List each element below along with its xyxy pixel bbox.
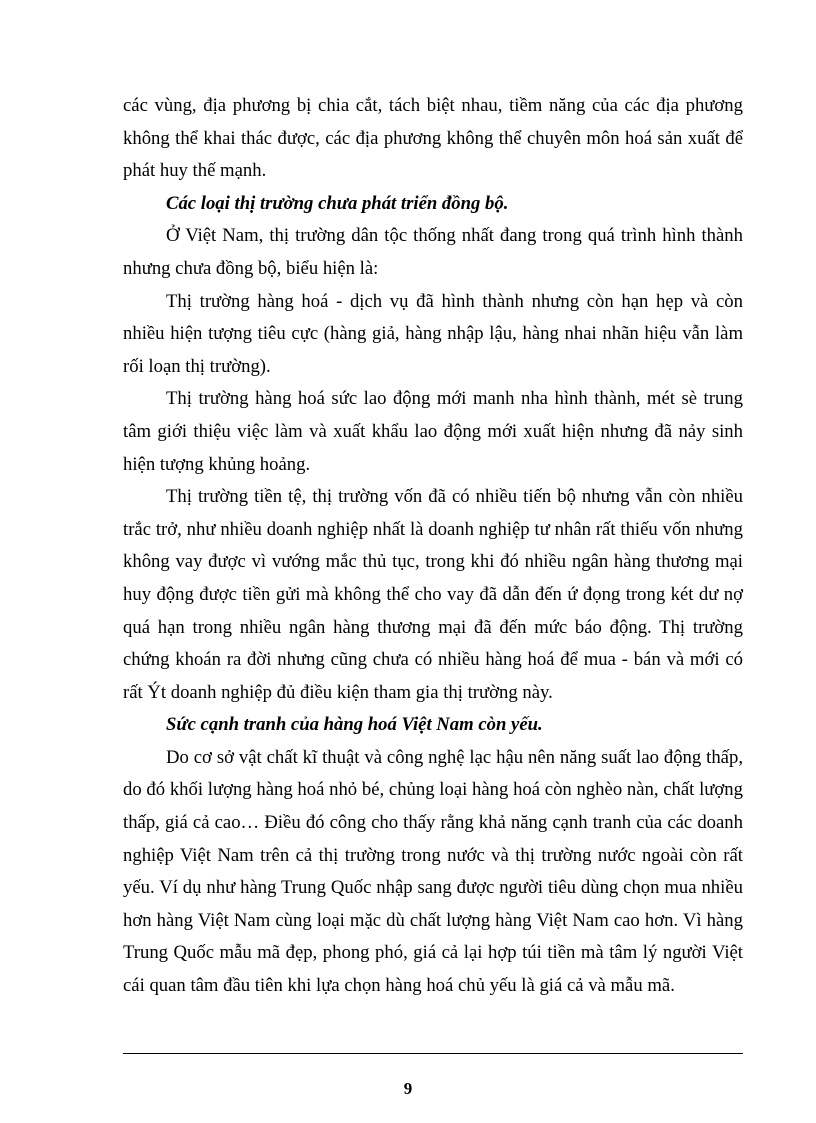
- paragraph: Thị trường hàng hoá sức lao động mới manh nha hình thành, mét sè trung tâm giới thiệu việc làm và xuất khẩu lao động mới xuất hiện nhưng đã nảy sinh hiện tượng khủng hoảng.: [123, 388, 743, 475]
- page-number: 9: [403, 1079, 413, 1098]
- paragraph: Do cơ sở vật chất kĩ thuật và công nghệ lạc hậu nên năng suất lao động thấp, do đó khối lượng hàng hoá nhỏ bé, chủng loại hàng hoá còn nghèo nàn, chất lượng thấp, giá cả cao… Điều đó công cho thấy rằng khả năng cạnh tranh của các doanh nghiệp Việt Nam trên cả thị trường trong nước và thị trường nước ngoài còn rất yếu. Ví dụ như hàng Trung Quốc nhập sang được người tiêu dùng chọn mua nhiều hơn hàng Việt Nam cùng loại mặc dù chất lượng hàng Việt Nam cao hơn. Vì hàng Trung Quốc mẫu mã đẹp, phong phó, giá cả lại hợp túi tiền mà tâm lý người Việt cái quan tâm đầu tiên khi lựa chọn hàng hoá chủ yếu là giá cả và mẫu mã.: [123, 746, 743, 997]
- paragraph: Thị trường tiền tệ, thị trường vốn đã có nhiều tiến bộ nhưng vẫn còn nhiều trắc trở, như nhiều doanh nghiệp nhất là doanh nghiệp tư nhân rất thiếu vốn nhưng không vay được vì vướng mắc thủ tục, trong khi đó nhiều ngân hàng thương mại huy động được tiền gửi mà không thể cho vay đã dẫn đến ứ đọng trong két dư nợ quá hạn trong nhiều ngân hàng thương mại đã đến mức báo động. Thị trường chứng khoán ra đời nhưng cũng chưa có nhiều hàng hoá để mua - bán và mới có rất Ýt doanh nghiệp đủ điều kiện tham gia thị trường này.: [123, 486, 743, 703]
- paragraph: Thị trường hàng hoá - dịch vụ đã hình thành nhưng còn hạn hẹp và còn nhiều hiện tượng tiêu cực (hàng giả, hàng nhập lậu, hàng nhai nhãn hiệu vẫn làm rối loạn thị trường).: [123, 290, 743, 377]
- section-heading: Các loại thị trường chưa phát triển đồng bộ.: [166, 192, 509, 214]
- paragraph: các vùng, địa phương bị chia cắt, tách biệt nhau, tiềm năng của các địa phương không thể khai thác được, các địa phương không thể chuyên môn hoá sản xuất để phát huy thế mạnh.: [123, 95, 743, 182]
- footer-divider: [123, 1053, 743, 1054]
- document-body: [123, 90, 743, 1003]
- section-heading: Sức cạnh tranh của hàng hoá Việt Nam còn yếu.: [166, 714, 543, 736]
- paragraph: Ở Việt Nam, thị trường dân tộc thống nhất đang trong quá trình hình thành nhưng chưa đồng bộ, biểu hiện là:: [123, 225, 743, 279]
